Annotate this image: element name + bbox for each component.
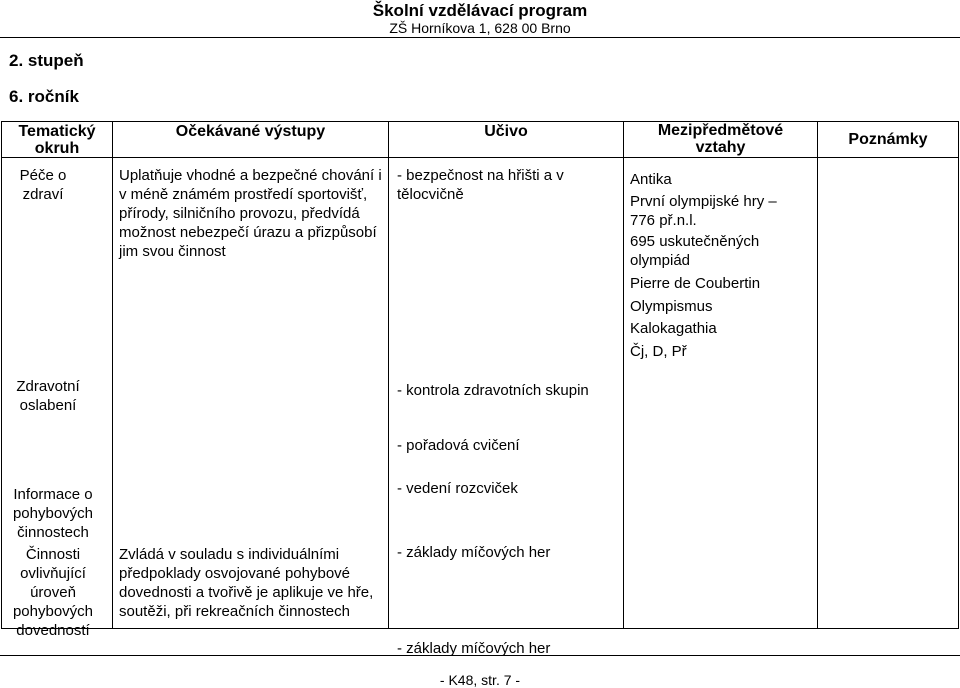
cross-item-kalokagathia: Kalokagathia [630,320,717,337]
cross-item-olympism: Olympismus [630,298,713,315]
content-item-health-groups: - kontrola zdravotních skupin [397,382,589,399]
school-year: 6. ročník [9,87,79,106]
content-item-ball-games-2: - základy míčových her [397,640,551,657]
cross-item-olympics-count: 695 uskutečněných olympiád [630,233,760,269]
table-header-row [2,122,959,158]
school-address: ZŠ Horníkova 1, 628 00 Brno [389,20,571,36]
header-outputs: Očekávané výstupy [113,122,389,158]
expected-output-skills: Zvládá v souladu s individuálními předpoklady osvojované pohybové dovednosti a tvořivě je aplikuje ve hře, soutěži, při rekreačních činnostech [119,546,374,620]
header-cross-subject: Mezipředmětové vztahy [624,122,818,158]
topic-health-weakness: Zdravotní oslabení [16,378,80,414]
content-cell [389,158,624,657]
content-item-safety: - bezpečnost na hřišti a v tělocvičně [397,167,564,203]
header-content: Učivo [389,122,624,158]
outputs-cell [113,158,389,629]
header-divider [0,37,960,38]
topic-cell [2,158,113,639]
page-number: - K48, str. 7 - [439,672,521,688]
document-title: Školní vzdělávací program [372,1,588,20]
header-notes: Poznámky [818,122,959,158]
content-item-drill: - pořadová cvičení [397,437,520,454]
content-item-warmups: - vedení rozcviček [397,480,518,497]
header-topic: Tematický okruh [2,122,113,158]
topic-care-of-health: Péče o zdraví [19,167,67,203]
cross-item-antiquity: Antika [630,171,672,188]
topic-movement-info: Informace o pohybových činnostech [12,486,94,541]
table-body-row [2,158,959,629]
notes-cell [818,158,959,629]
curriculum-table [1,121,959,657]
footer-divider [0,655,960,656]
content-item-ball-games: - základy míčových her [397,544,551,561]
cross-item-coubertin: Pierre de Coubertin [630,275,761,292]
expected-output-safety: Uplatňuje vhodné a bezpečné chování i v méně známém prostředí sportovišť, přírody, silničního provozu, předvídá možnost nebezpečí úrazu a přizpůsobí jim svou činnost [119,167,382,260]
cross-subject-cell [624,158,818,629]
cross-item-subjects: Čj, D, Př [630,343,687,360]
topic-skill-activities: Činnosti ovlivňující úroveň pohybových dovedností [12,546,94,639]
grade-level: 2. stupeň [9,51,84,70]
cross-item-first-olympics: První olympijské hry – 776 př.n.l. [630,193,777,229]
